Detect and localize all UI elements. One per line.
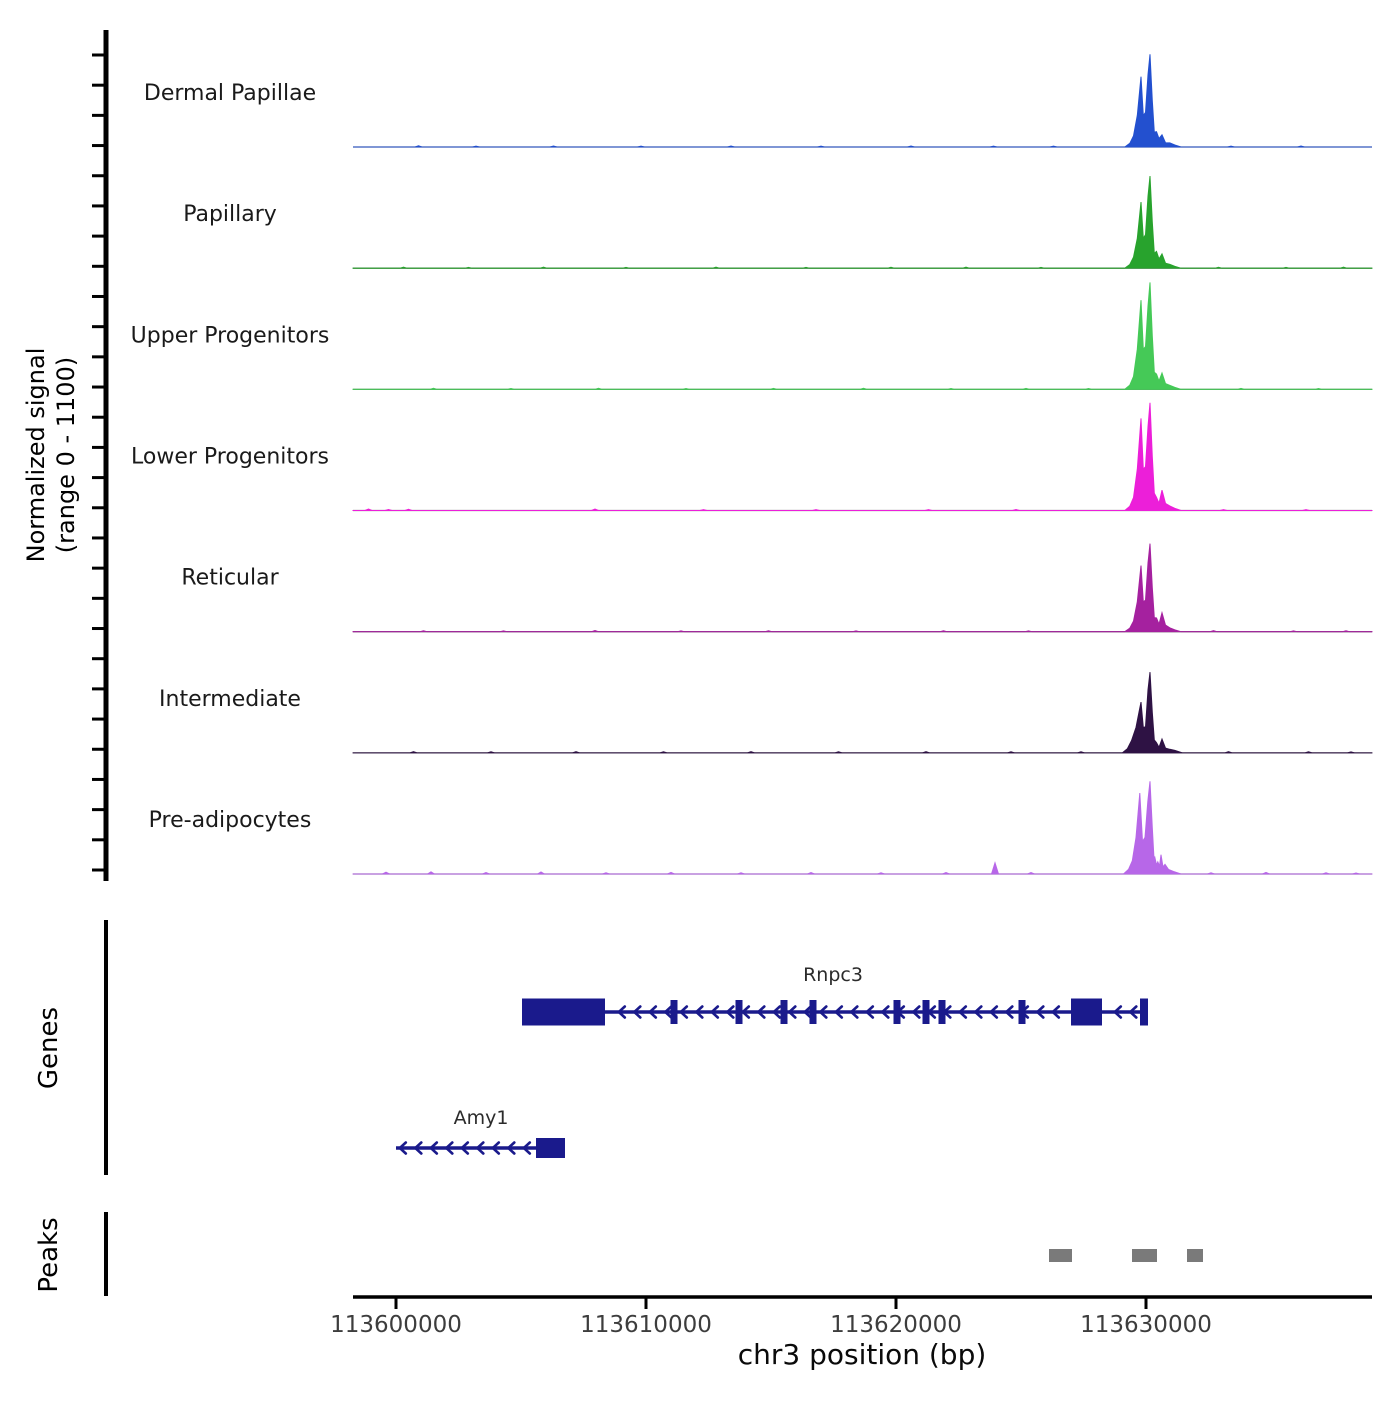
peak-intervals <box>1049 1249 1203 1262</box>
signal-track-upper-progenitors <box>131 282 1372 389</box>
track-label: Papillary <box>183 202 277 228</box>
exon-box <box>522 999 605 1026</box>
peaks-track-label: Peaks <box>34 1217 64 1293</box>
signal-area <box>353 544 1372 632</box>
peak-box <box>1187 1249 1203 1262</box>
signal-track-lower-progenitors <box>131 403 1372 511</box>
track-label: Dermal Papillae <box>143 81 317 106</box>
x-axis-tick-label: 113630000 <box>1080 1312 1212 1338</box>
x-axis-tick-label: 113600000 <box>330 1312 462 1338</box>
signal-track-intermediate <box>159 672 1372 753</box>
exon-tick <box>671 1000 678 1024</box>
signal-track-papillary <box>183 176 1372 268</box>
exon-box <box>536 1138 565 1158</box>
exon-tick <box>781 1000 788 1024</box>
gene-amy1 <box>396 1107 565 1158</box>
track-label: Pre-adipocytes <box>148 808 312 834</box>
exon-box <box>1071 999 1102 1026</box>
exon-tick <box>894 1000 901 1024</box>
y-axis-label-line1: Normalized signal <box>22 347 50 563</box>
signal-track-dermal-papillae <box>144 54 1372 147</box>
x-axis-tick-label: 113620000 <box>830 1312 962 1338</box>
exon-tick <box>810 1000 817 1024</box>
peak-box <box>1049 1249 1072 1262</box>
genes-track-label: Genes <box>34 1006 64 1090</box>
signal-area <box>353 54 1372 147</box>
y-axis-label-line2: (range 0 - 1100) <box>52 356 80 554</box>
x-axis-tick-label: 113610000 <box>580 1312 712 1338</box>
gene-label: Amy1 <box>453 1107 509 1129</box>
exon-tick <box>923 1000 930 1024</box>
signal-track-pre-adipocytes <box>149 781 1372 874</box>
signal-tracks <box>131 54 1372 874</box>
gene-label: Rnpc3 <box>803 964 863 986</box>
x-axis-ticks <box>330 1297 1212 1338</box>
track-label: Reticular <box>181 565 279 591</box>
signal-area <box>353 282 1372 389</box>
track-label: Lower Progenitors <box>131 444 329 470</box>
gene-models <box>396 964 1148 1158</box>
peak-box <box>1132 1249 1157 1262</box>
track-label: Intermediate <box>159 686 301 712</box>
signal-area <box>353 672 1372 753</box>
signal-track-reticular <box>181 544 1372 632</box>
x-axis-title: chr3 position (bp) <box>737 1338 987 1371</box>
genes-track <box>34 920 1148 1175</box>
signal-area <box>353 781 1372 874</box>
exon-box <box>1140 999 1148 1026</box>
gene-rnpc3 <box>522 964 1148 1026</box>
exon-tick <box>736 1000 743 1024</box>
exon-tick <box>1019 1000 1026 1024</box>
peaks-track <box>34 1212 1203 1296</box>
signal-area <box>353 176 1372 268</box>
exon-tick <box>939 1000 946 1024</box>
signal-area <box>353 403 1372 511</box>
track-label: Upper Progenitors <box>130 323 330 349</box>
x-axis <box>330 1297 1372 1371</box>
y-axis <box>92 30 106 881</box>
